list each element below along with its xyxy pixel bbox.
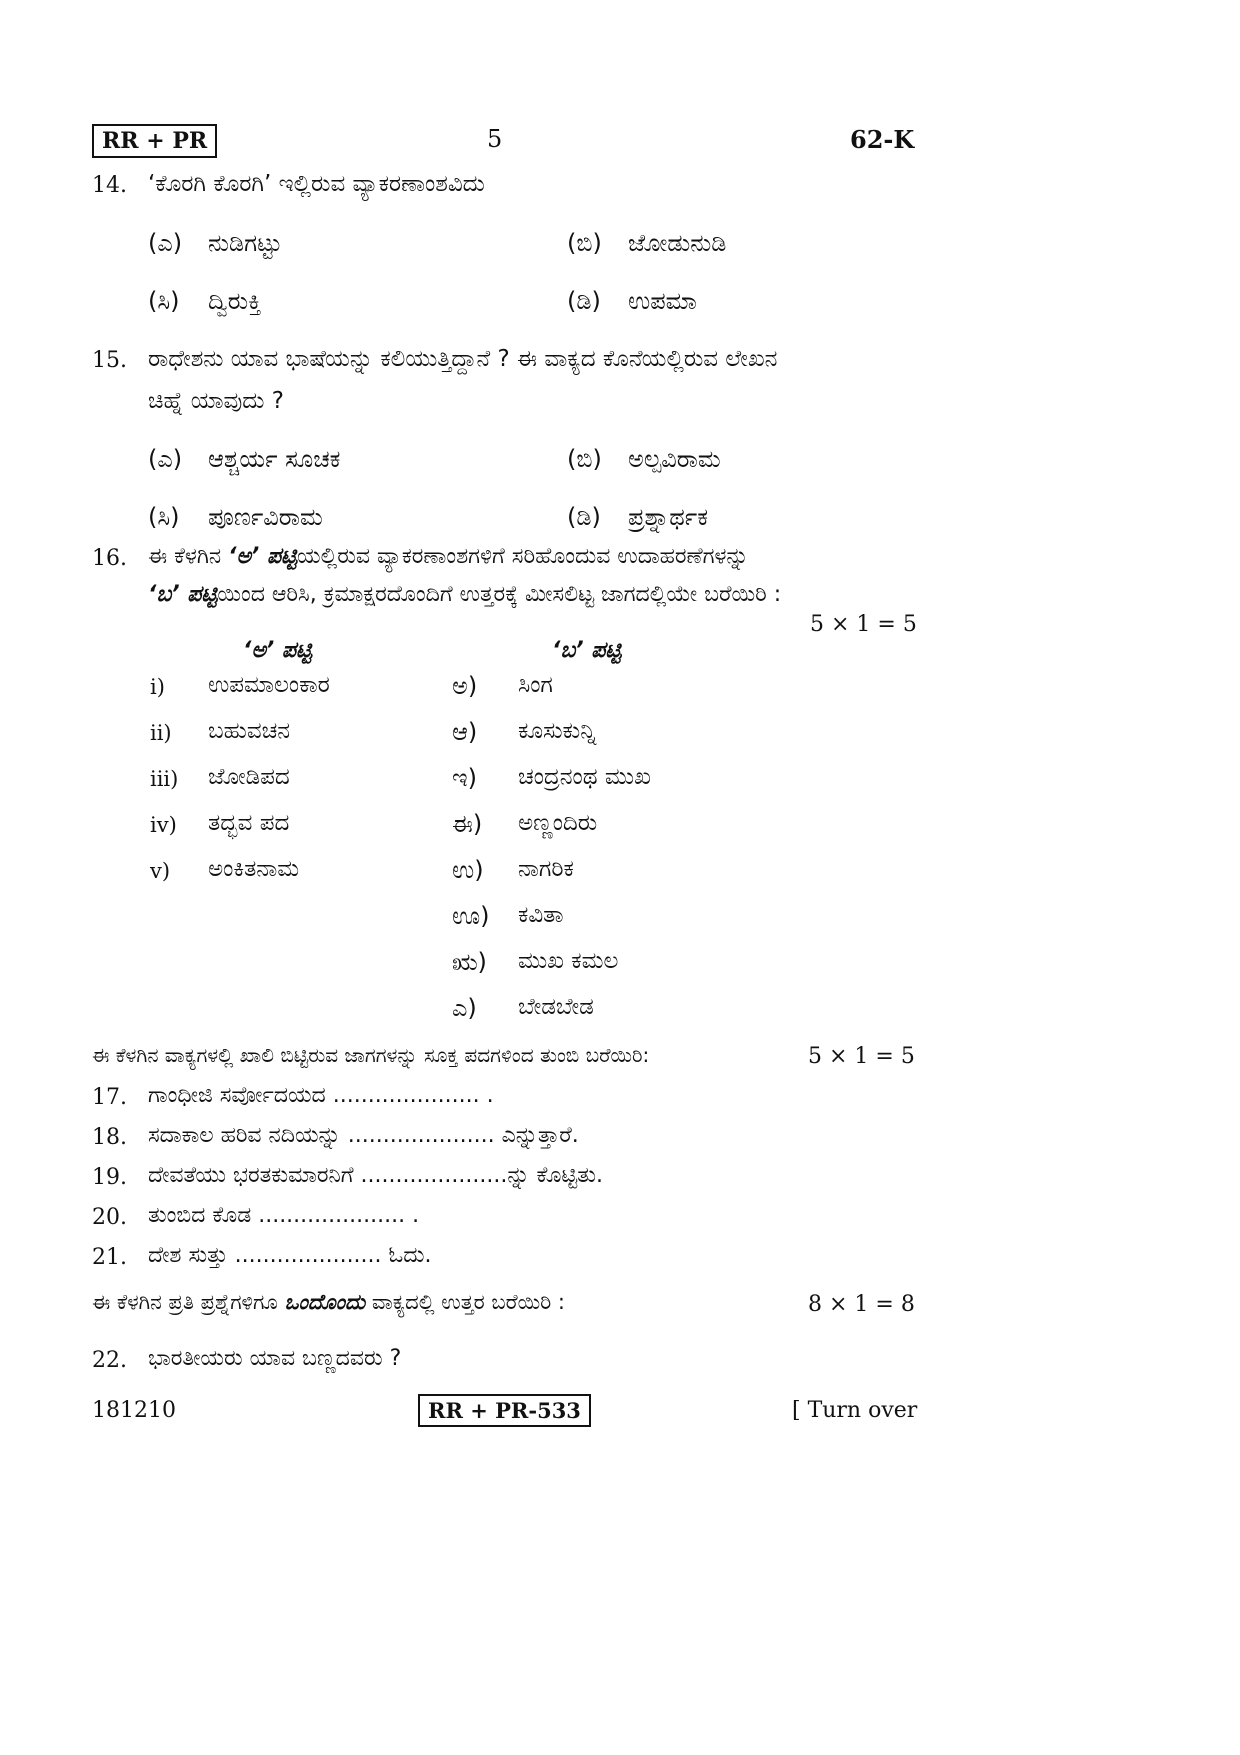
match-a-label: iii) — [150, 767, 179, 791]
question-number: 21. — [92, 1245, 127, 1270]
match-b-item: ಕೂಸುಕುನ್ನಿ — [518, 718, 597, 744]
match-b-item: ಬೇಡಬೇಡ — [518, 994, 594, 1020]
match-b-item: ಅಣ್ಣಂದಿರು — [518, 810, 598, 836]
section-instruction: ಈ ಕೆಳಗಿನ ಪ್ರತಿ ಪ್ರಶ್ನೆಗಳಿಗೂ ಒಂದೊಂದು ವಾಕ್ಯದಲ್ಲಿ ಉತ್ತರ ಬರೆಯಿರಿ : — [92, 1290, 565, 1314]
question-number: 20. — [92, 1205, 127, 1230]
marks: 8 × 1 = 8 — [808, 1292, 915, 1317]
match-b-label: ಊ) — [452, 902, 490, 930]
question-text: ದೇವತೆಯು ಭರತಕುಮಾರನಿಗೆ .....................ನ್ನು ಕೊಟ್ಟಿತು. — [148, 1163, 603, 1188]
option-label: (ಬಿ) — [567, 445, 602, 473]
question-number: 16. — [92, 546, 127, 571]
option-label: (ಎ) — [148, 229, 183, 257]
match-b-item: ನಾಗರಿಕ — [518, 856, 574, 882]
question-text: ತುಂಬಿದ ಕೊಡ ..................... . — [148, 1203, 420, 1228]
question-number: 18. — [92, 1125, 127, 1150]
match-b-label: ಅ) — [452, 672, 478, 700]
question-number: 19. — [92, 1165, 127, 1190]
question-text: ರಾಧೇಶನು ಯಾವ ಭಾಷೆಯನ್ನು ಕಲಿಯುತ್ತಿದ್ದಾನೆ ? ಈ ವಾಕ್ಯದ ಕೊನೆಯಲ್ಲಿರುವ ಲೇಖನ — [148, 346, 778, 372]
option-label: (ಬಿ) — [567, 229, 602, 257]
match-a-label: v) — [150, 859, 171, 883]
section-instruction: ಈ ಕೆಳಗಿನ ವಾಕ್ಯಗಳಲ್ಲಿ ಖಾಲಿ ಬಿಟ್ಟಿರುವ ಜಾಗಗಳನ್ನು ಸೂಕ್ತ ಪದಗಳಿಂದ ತುಂಬಿ ಬರೆಯಿರಿ: — [92, 1043, 650, 1067]
column-b-title: ‘ಬ’ ಪಟ್ಟಿ — [552, 638, 622, 663]
match-b-label: ಆ) — [452, 718, 478, 746]
option-text: ಉಪಮಾ — [628, 287, 697, 315]
option-text: ಜೋಡುನುಡಿ — [628, 229, 727, 257]
option-label: (ಸಿ) — [148, 287, 180, 315]
question-text: ಗಾಂಧೀಜಿ ಸರ್ವೋದಯದ ..................... . — [148, 1083, 494, 1108]
question-number: 22. — [92, 1348, 127, 1373]
question-text: ಸದಾಕಾಲ ಹರಿವ ನದಿಯನ್ನು ..................... ಎನ್ನುತ್ತಾರೆ. — [148, 1123, 579, 1148]
match-a-label: iv) — [150, 813, 177, 837]
option-label: (ಎ) — [148, 445, 183, 473]
option-label: (ಡಿ) — [567, 503, 601, 531]
option-text: ಆಶ್ಚರ್ಯ ಸೂಚಕ — [208, 445, 341, 473]
match-b-item: ಕವಿತಾ — [518, 902, 564, 928]
match-b-label: ಉ) — [452, 856, 484, 884]
option-text: ಅಲ್ಪವಿರಾಮ — [628, 445, 721, 473]
question-text: ‘ಕೊರಗಿ ಕೊರಗಿ’ ಇಲ್ಲಿರುವ ವ್ಯಾಕರಣಾಂಶವಿದು — [148, 171, 485, 197]
footer-code-box: RR + PR-533 — [418, 1394, 591, 1427]
match-a-label: i) — [150, 675, 165, 699]
match-a-item: ತದ್ಭವ ಪದ — [208, 810, 290, 836]
match-b-label: ಈ) — [452, 810, 483, 838]
match-b-item: ಸಿಂಗ — [518, 672, 553, 698]
match-b-label: ಎ) — [452, 994, 477, 1022]
match-b-label: ಋ) — [452, 948, 487, 976]
question-number: 15. — [92, 348, 127, 373]
option-text: ಪೂರ್ಣವಿರಾಮ — [208, 503, 323, 531]
match-a-item: ಉಪಮಾಲಂಕಾರ — [208, 672, 330, 698]
column-a-title: ‘ಅ’ ಪಟ್ಟಿ — [243, 638, 312, 663]
match-b-item: ಚಂದ್ರನಂಥ ಮುಖ — [518, 764, 651, 790]
question-text: ದೇಶ ಸುತ್ತು ..................... ಓದು. — [148, 1243, 432, 1268]
option-text: ಪ್ರಶ್ನಾರ್ಥಕ — [628, 503, 709, 531]
question-text: ಚಿಹ್ನೆ ಯಾವುದು ? — [148, 388, 284, 414]
question-text: ‘ಬ’ ಪಟ್ಟಿಯಿಂದ ಆರಿಸಿ, ಕ್ರಮಾಕ್ಷರದೊಂದಿಗೆ ಉತ್ತರಕ್ಕೆ ಮೀಸಲಿಟ್ಟ ಜಾಗದಲ್ಲಿಯೇ ಬರೆಯಿರಿ : — [148, 582, 782, 607]
question-text: ಭಾರತೀಯರು ಯಾವ ಬಣ್ಣದವರು ? — [148, 1346, 402, 1371]
match-b-item: ಮುಖ ಕಮಲ — [518, 948, 619, 974]
option-text: ದ್ವಿರುಕ್ತಿ — [208, 287, 262, 315]
page-number: 5 — [487, 125, 503, 153]
marks: 5 × 1 = 5 — [810, 612, 917, 637]
match-a-item: ಬಹುವಚನ — [208, 718, 291, 744]
match-a-label: ii) — [150, 721, 172, 745]
match-b-label: ಇ) — [452, 764, 477, 792]
subject-code: 62-K — [850, 125, 915, 154]
footer-code: 181210 — [92, 1398, 176, 1423]
option-label: (ಡಿ) — [567, 287, 601, 315]
option-text: ನುಡಿಗಟ್ಟು — [208, 229, 283, 257]
question-text: ಈ ಕೆಳಗಿನ ‘ಅ’ ಪಟ್ಟಿಯಲ್ಲಿರುವ ವ್ಯಾಕರಣಾಂಶಗಳಿಗೆ ಸರಿಹೊಂದುವ ಉದಾಹರಣೆಗಳನ್ನು — [148, 544, 749, 569]
option-label: (ಸಿ) — [148, 503, 180, 531]
paper-code-box: RR + PR — [92, 124, 217, 158]
question-number: 17. — [92, 1085, 127, 1110]
match-a-item: ಅಂಕಿತನಾಮ — [208, 856, 300, 882]
turn-over: [ Turn over — [792, 1398, 918, 1423]
match-a-item: ಜೋಡಿಪದ — [208, 764, 290, 790]
question-number: 14. — [92, 173, 127, 198]
marks: 5 × 1 = 5 — [808, 1044, 915, 1069]
